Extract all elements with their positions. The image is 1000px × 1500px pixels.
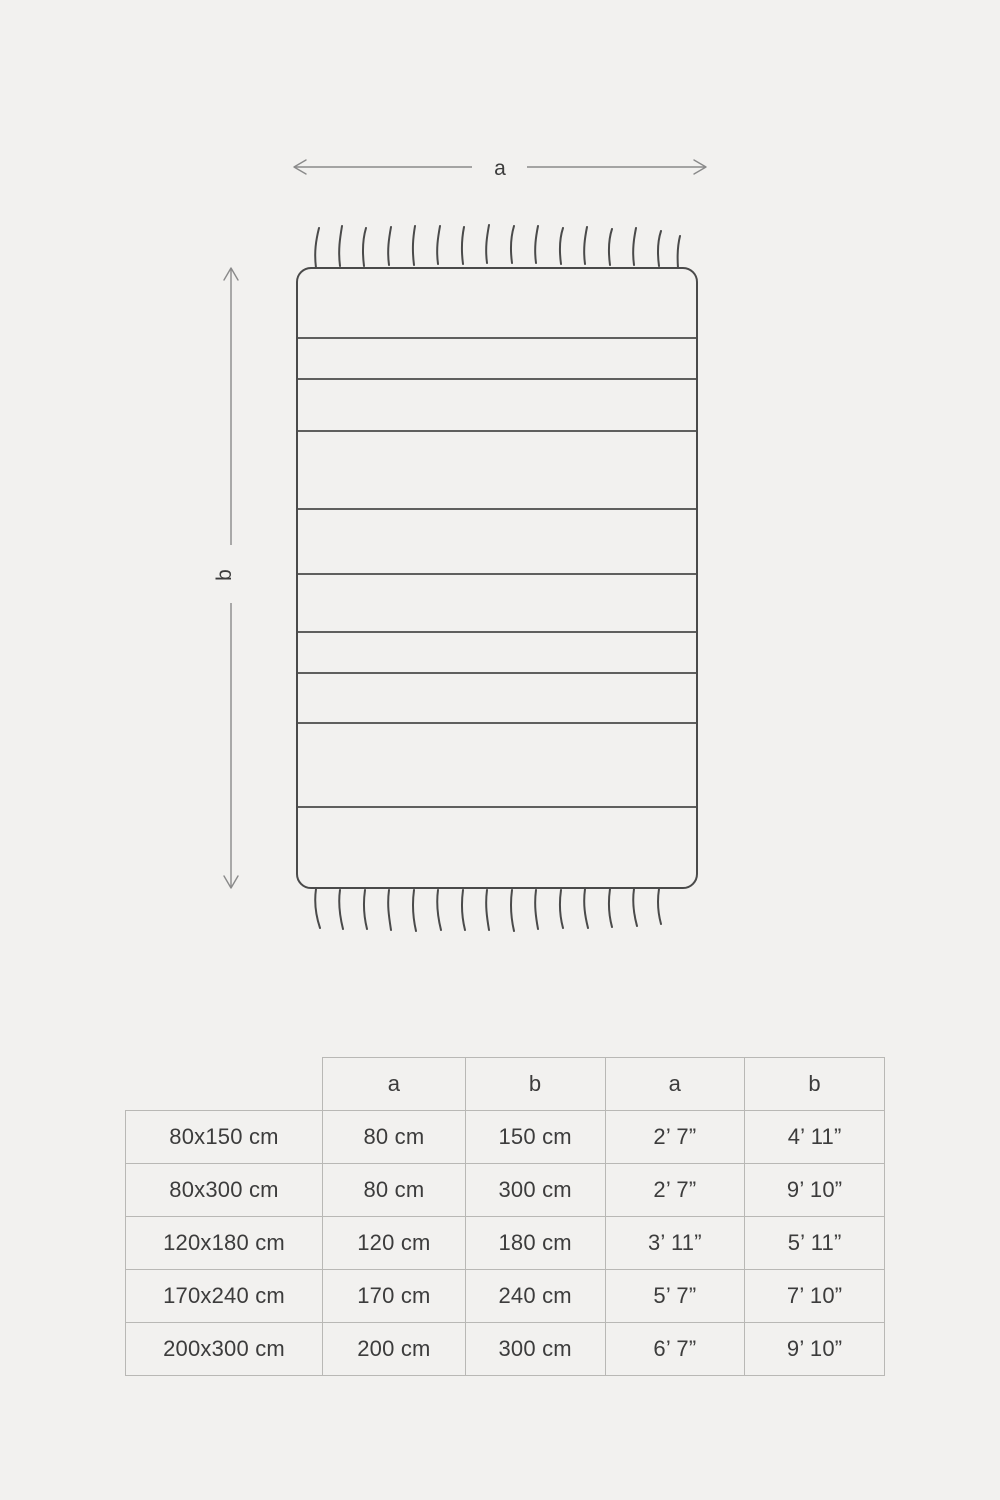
row-b-cm: 300 cm [465, 1323, 605, 1376]
table-header-a-cm: a [323, 1058, 466, 1111]
rug-stripes [297, 338, 697, 807]
row-a-ft: 2’ 7” [605, 1111, 745, 1164]
table-header-row [126, 1058, 885, 1111]
row-a-ft: 2’ 7” [605, 1164, 745, 1217]
row-a-cm: 170 cm [323, 1270, 466, 1323]
row-size-label: 80x300 cm [126, 1164, 323, 1217]
width-dimension-label: a [494, 157, 506, 180]
rug-fringe-top [315, 225, 680, 268]
row-b-cm: 180 cm [465, 1217, 605, 1270]
table-header-a-ft: a [605, 1058, 745, 1111]
table-header-b-ft: b [745, 1058, 885, 1111]
height-dimension-label: b [213, 569, 236, 581]
table-corner-cell [126, 1058, 323, 1111]
table-row [126, 1270, 885, 1323]
row-b-ft: 9’ 10” [745, 1164, 885, 1217]
row-a-ft: 5’ 7” [605, 1270, 745, 1323]
row-size-label: 120x180 cm [126, 1217, 323, 1270]
row-b-cm: 240 cm [465, 1270, 605, 1323]
row-b-ft: 4’ 11” [745, 1111, 885, 1164]
row-size-label: 200x300 cm [126, 1323, 323, 1376]
rug-outline [297, 268, 697, 888]
row-b-cm: 300 cm [465, 1164, 605, 1217]
table-row [126, 1217, 885, 1270]
row-b-cm: 150 cm [465, 1111, 605, 1164]
row-b-ft: 7’ 10” [745, 1270, 885, 1323]
size-chart-table [125, 1057, 885, 1376]
row-a-cm: 200 cm [323, 1323, 466, 1376]
row-size-label: 170x240 cm [126, 1270, 323, 1323]
size-table-panel [125, 1057, 885, 1376]
row-a-cm: 120 cm [323, 1217, 466, 1270]
table-row [126, 1323, 885, 1376]
rug-fringe-bottom [315, 889, 661, 931]
table-row [126, 1111, 885, 1164]
table-row [126, 1164, 885, 1217]
row-a-cm: 80 cm [323, 1111, 466, 1164]
row-b-ft: 5’ 11” [745, 1217, 885, 1270]
row-a-ft: 3’ 11” [605, 1217, 745, 1270]
row-a-ft: 6’ 7” [605, 1323, 745, 1376]
row-b-ft: 9’ 10” [745, 1323, 885, 1376]
row-a-cm: 80 cm [323, 1164, 466, 1217]
table-header-b-cm: b [465, 1058, 605, 1111]
row-size-label: 80x150 cm [126, 1111, 323, 1164]
